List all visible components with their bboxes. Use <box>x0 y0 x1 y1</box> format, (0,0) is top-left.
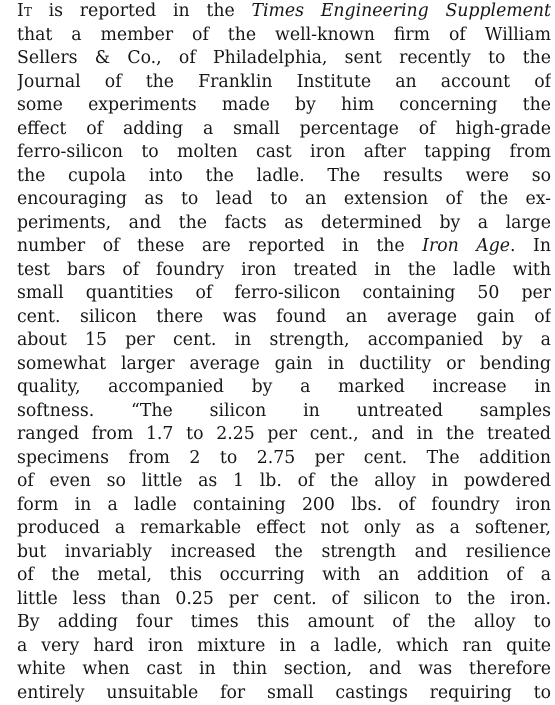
text-run: quality, accompanied by a marked increase in <box>17 377 551 397</box>
text-run: number of these are reported in the <box>17 236 422 256</box>
text-line <box>17 658 551 682</box>
text-line <box>17 470 551 494</box>
text-run: entirely unsuitable for small castings requiring to <box>17 683 551 703</box>
text-run: encouraging as to lead to an extension of the ex- <box>17 189 551 209</box>
text-line <box>17 682 551 705</box>
text-run: a very hard iron mixture in a ladle, which ran quite <box>17 636 551 656</box>
text-line <box>17 400 551 424</box>
text-run: ranged from 1.7 to 2.25 per cent., and in the treated <box>17 424 551 444</box>
text-run: form in a ladle containing 200 lbs. of foundry iron <box>17 495 551 515</box>
text-run: effect of adding a small percentage of high-grade <box>17 119 551 139</box>
text-line <box>17 165 551 189</box>
text-run: little less than 0.25 per cent. of silicon to the iron. <box>17 589 551 609</box>
text-run: small quantities of ferro-silicon containing 50 per <box>17 283 551 303</box>
text-line <box>17 282 551 306</box>
text-run: cent. silicon there was found an average gain of <box>17 307 551 327</box>
text-run: about 15 per cent. in strength, accompanied by a <box>17 330 551 350</box>
text-run: the cupola into the ladle. The results were so <box>17 166 551 186</box>
text-line <box>17 376 551 400</box>
text-run: is reported in the <box>32 1 252 21</box>
text-run: periments, and the facts as determined by a large <box>17 213 551 233</box>
text-line <box>17 94 551 118</box>
text-line <box>17 235 551 259</box>
text-line <box>17 494 551 518</box>
text-line <box>17 188 551 212</box>
small-caps-text: It <box>17 1 32 21</box>
text-run: of the metal, this occurring with an addition of a <box>17 565 551 585</box>
article-body <box>17 0 551 705</box>
text-line <box>17 212 551 236</box>
text-line <box>17 141 551 165</box>
text-run: By adding four times this amount of the alloy to <box>17 612 551 632</box>
text-run: . In <box>510 236 551 256</box>
text-line <box>17 541 551 565</box>
text-line <box>17 0 551 24</box>
italic-text: Times Engineering Supplement <box>251 1 551 21</box>
text-line <box>17 306 551 330</box>
text-run: but invariably increased the strength and resilience <box>17 542 551 562</box>
text-run: specimens from 2 to 2.75 per cent. The addition <box>17 448 551 468</box>
text-line <box>17 259 551 283</box>
text-line <box>17 611 551 635</box>
text-run: Sellers & Co., of Philadelphia, sent recently to the <box>17 48 551 68</box>
text-line <box>17 118 551 142</box>
text-line <box>17 47 551 71</box>
text-run: somewhat larger average gain in ductility or bending <box>17 354 551 374</box>
text-run: that a member of the well-known firm of William <box>17 25 551 45</box>
text-run: ferro-silicon to molten cast iron after tapping from <box>17 142 551 162</box>
italic-text: Iron Age <box>422 236 510 256</box>
text-run: some experiments made by him concerning the <box>17 95 551 115</box>
text-run: of even so little as 1 lb. of the alloy in powdered <box>17 471 551 491</box>
text-run: test bars of foundry iron treated in the ladle with <box>17 260 551 280</box>
text-line <box>17 588 551 612</box>
text-line <box>17 353 551 377</box>
text-line <box>17 329 551 353</box>
text-run: white when cast in thin section, and was therefore <box>17 659 551 679</box>
text-line <box>17 447 551 471</box>
text-line <box>17 71 551 95</box>
text-line <box>17 423 551 447</box>
text-run: Journal of the Franklin Institute an account of <box>17 72 551 92</box>
text-line <box>17 24 551 48</box>
text-line <box>17 564 551 588</box>
text-run: softness. “The silicon in untreated samples <box>17 401 551 421</box>
text-run: produced a remarkable effect not only as a softener, <box>17 518 551 538</box>
text-line <box>17 635 551 659</box>
text-line <box>17 517 551 541</box>
